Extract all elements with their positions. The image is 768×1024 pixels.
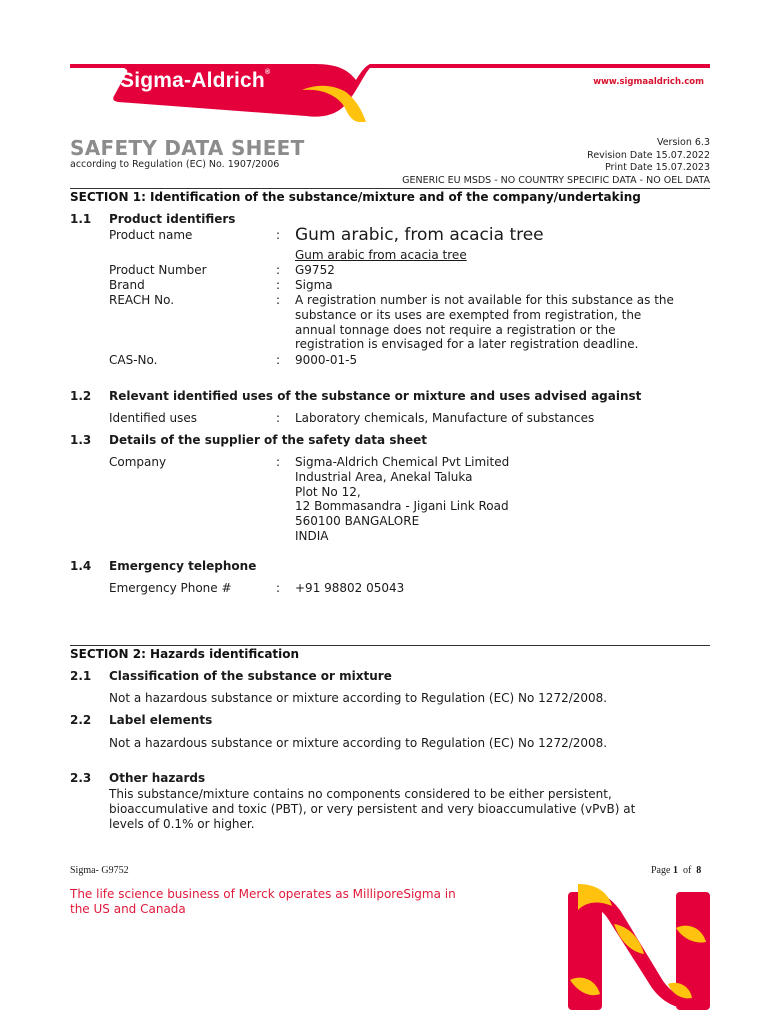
address-line: INDIA	[295, 528, 329, 543]
logo-text: Sigma-Aldrich	[120, 69, 265, 92]
reach-text	[295, 293, 674, 352]
merck-note-line: the US and Canada	[70, 902, 186, 916]
page-counter	[651, 865, 701, 876]
address-line: Industrial Area, Anekal Taluka	[295, 469, 473, 484]
s23-number: 2.3	[70, 771, 92, 785]
cas-number: 9000-01-5	[295, 353, 358, 367]
product-name-label: Product name	[109, 228, 193, 242]
colon: :	[276, 293, 281, 307]
page-title: SAFETY DATA SHEET	[70, 136, 305, 160]
s21-number: 2.1	[70, 669, 92, 683]
s12-title: Relevant identified uses of the substance or mixture and uses advised against	[109, 389, 642, 403]
emergency-phone[interactable]: +91 98802 05043	[295, 581, 405, 595]
s23-line: levels of 0.1% or higher.	[109, 816, 255, 831]
address-line: 560100 BANGALORE	[295, 514, 420, 529]
logo-registered-mark: ®	[264, 69, 271, 76]
s13-title: Details of the supplier of the safety data sheet	[109, 433, 428, 447]
cas-label: CAS-No.	[109, 353, 158, 367]
section2-divider	[70, 645, 710, 646]
colon: :	[276, 353, 281, 367]
print-date: Print Date 15.07.2023	[605, 162, 710, 174]
reach-label: REACH No.	[109, 293, 175, 307]
version-info	[402, 137, 710, 187]
total-pages: 8	[696, 865, 702, 876]
s23-text	[109, 787, 635, 831]
s22-number: 2.2	[70, 713, 92, 727]
colon: :	[276, 411, 281, 425]
s11-title: Product identifiers	[109, 212, 236, 226]
brand: Sigma	[295, 278, 333, 292]
website-link[interactable]: www.sigmaaldrich.com	[593, 77, 704, 87]
revision-date: Revision Date 15.07.2022	[587, 149, 710, 161]
section1-heading: SECTION 1: Identification of the substance/mixture and of the company/undertaking	[70, 190, 641, 204]
reach-line: A registration number is not available for this substance as the	[295, 293, 674, 307]
brand-label: Brand	[109, 278, 145, 292]
page-word: Page	[651, 865, 671, 876]
current-page: 1	[672, 865, 678, 876]
product-name: Gum arabic, from acacia tree	[295, 225, 544, 245]
colon: :	[276, 228, 281, 242]
s11-number: 1.1	[70, 212, 92, 226]
s23-line: bioaccumulative and toxic (PBT), or very persistent and very bioaccumulative (vPvB) at	[109, 801, 636, 816]
colon: :	[276, 278, 281, 292]
reach-line: annual tonnage does not require a registration or the	[295, 322, 616, 337]
merck-note-line: The life science business of Merck operates as MilliporeSigma in	[70, 887, 456, 901]
address-line: 12 Bommasandra - Jigani Link Road	[295, 499, 509, 514]
reach-line: registration is envisaged for a later registration deadline.	[295, 337, 639, 352]
version: Version 6.3	[656, 137, 710, 148]
s14-title: Emergency telephone	[109, 559, 257, 573]
identified-uses-label: Identified uses	[109, 411, 198, 425]
s14-number: 1.4	[70, 559, 92, 573]
colon: :	[276, 455, 281, 469]
footer-product-ref: Sigma- G9752	[70, 865, 129, 876]
s22-text: Not a hazardous substance or mixture according to Regulation (EC) No 1272/2008.	[109, 736, 608, 750]
product-number-label: Product Number	[109, 263, 207, 277]
s21-text: Not a hazardous substance or mixture according to Regulation (EC) No 1272/2008.	[109, 691, 608, 705]
s13-number: 1.3	[70, 433, 92, 447]
emergency-phone-label: Emergency Phone #	[109, 581, 232, 595]
generic-note: GENERIC EU MSDS - NO COUNTRY SPECIFIC DATA - NO OEL DATA	[402, 174, 710, 186]
section2-heading: SECTION 2: Hazards identification	[70, 647, 300, 661]
company-address	[295, 455, 509, 544]
reach-line: substance or its uses are exempted from registration, the	[295, 307, 642, 322]
of-word: of	[682, 865, 692, 876]
section1-divider	[70, 188, 710, 189]
merck-logo	[568, 884, 710, 1012]
s23-line: This substance/mixture contains no components considered to be either persistent,	[109, 787, 612, 801]
company-label: Company	[109, 455, 167, 469]
s21-title: Classification of the substance or mixture	[109, 669, 392, 683]
address-line: Plot No 12,	[295, 484, 361, 499]
regulation-subtitle: according to Regulation (EC) No. 1907/2006	[70, 159, 280, 170]
s22-title: Label elements	[109, 713, 213, 727]
product-name-sub: Gum arabic from acacia tree	[295, 248, 467, 262]
address-line: Sigma-Aldrich Chemical Pvt Limited	[295, 455, 510, 469]
s12-number: 1.2	[70, 389, 92, 403]
product-number: G9752	[295, 263, 335, 277]
merck-note	[70, 887, 470, 917]
colon: :	[276, 581, 281, 595]
colon: :	[276, 263, 281, 277]
sigma-aldrich-logo	[120, 69, 270, 93]
s23-title: Other hazards	[109, 771, 206, 785]
identified-uses: Laboratory chemicals, Manufacture of substances	[295, 411, 595, 425]
